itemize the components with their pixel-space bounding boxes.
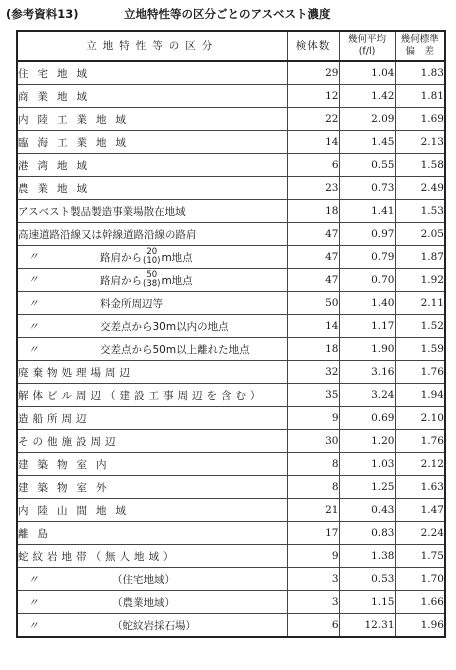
row-geometric-sd: 1.52 — [395, 315, 445, 338]
row-geometric-sd: 2.05 — [395, 223, 445, 246]
row-count: 17 — [287, 522, 339, 545]
row-geometric-mean: 0.70 — [339, 269, 395, 292]
row-geometric-mean: 0.53 — [339, 568, 395, 591]
row-label: その他施設周辺 — [18, 435, 120, 448]
row-category — [17, 292, 287, 315]
row-geometric-mean: 1.45 — [339, 131, 395, 154]
row-geometric-sd: 2.49 — [395, 177, 445, 200]
row-geometric-sd: 1.81 — [395, 85, 445, 108]
row-label: 臨海工業地域 — [18, 136, 135, 149]
row-geometric-sd: 1.53 — [395, 200, 445, 223]
ditto-mark: 〃 — [28, 573, 39, 586]
row-geometric-mean: 1.41 — [339, 200, 395, 223]
row-count: 47 — [287, 246, 339, 269]
row-geometric-sd: 1.96 — [395, 614, 445, 638]
reference-label: (参考資料13) — [6, 7, 79, 21]
header-sd-line1: 幾何標準 — [400, 34, 439, 45]
row-geometric-sd: 1.83 — [395, 61, 445, 85]
row-count: 6 — [287, 614, 339, 638]
row-count: 47 — [287, 223, 339, 246]
header-category: 立地特性等の区分 — [17, 31, 287, 61]
row-geometric-sd: 1.47 — [395, 499, 445, 522]
row-label: 内陸工業地域 — [18, 113, 135, 126]
table-row — [17, 131, 445, 154]
row-category — [17, 223, 287, 246]
row-count: 30 — [287, 430, 339, 453]
table-row — [17, 223, 445, 246]
row-geometric-sd: 1.66 — [395, 591, 445, 614]
table-row — [17, 292, 445, 315]
row-count: 32 — [287, 361, 339, 384]
header-geometric-sd — [395, 31, 445, 61]
row-label: アスベスト製品製造事業場散在地域 — [18, 205, 186, 218]
row-category — [17, 246, 287, 269]
distance-top: 20 — [146, 247, 158, 257]
table-row — [17, 361, 445, 384]
table-row — [17, 591, 445, 614]
row-label: （蛇紋岩採石場） — [112, 619, 196, 632]
row-category — [17, 430, 287, 453]
row-category — [17, 591, 287, 614]
table-row — [17, 430, 445, 453]
distance-bottom: (38) — [143, 279, 161, 289]
row-geometric-mean: 1.25 — [339, 476, 395, 499]
row-label: 廃棄物処理場周辺 — [18, 366, 134, 379]
row-label: 住宅地域 — [18, 67, 96, 80]
row-category — [17, 361, 287, 384]
ditto-mark: 〃 — [28, 320, 39, 333]
row-geometric-sd: 1.69 — [395, 108, 445, 131]
row-category — [17, 614, 287, 638]
row-geometric-mean: 1.20 — [339, 430, 395, 453]
row-label: （農業地域） — [112, 596, 175, 609]
row-category — [17, 269, 287, 292]
row-geometric-sd: 1.76 — [395, 361, 445, 384]
row-label: 建築物室内 — [18, 458, 116, 471]
row-geometric-mean: 0.97 — [339, 223, 395, 246]
row-count: 35 — [287, 384, 339, 407]
table-row — [17, 614, 445, 638]
header-mean-line2: (f/l) — [358, 46, 376, 57]
row-geometric-mean: 0.55 — [339, 154, 395, 177]
table-row — [17, 108, 445, 131]
row-label-suffix: m地点 — [161, 274, 193, 287]
row-label-prefix: 路肩から — [100, 274, 142, 287]
row-count: 47 — [287, 269, 339, 292]
row-count: 8 — [287, 476, 339, 499]
row-geometric-mean: 0.79 — [339, 246, 395, 269]
row-count: 9 — [287, 407, 339, 430]
row-category — [17, 568, 287, 591]
row-label: 内陸山間地域 — [18, 504, 135, 517]
row-geometric-mean: 1.04 — [339, 61, 395, 85]
row-geometric-mean: 3.24 — [339, 384, 395, 407]
header-mean-line1: 幾何平均 — [347, 34, 386, 45]
row-geometric-mean: 12.31 — [339, 614, 395, 638]
row-count: 18 — [287, 200, 339, 223]
table-header-row — [17, 31, 445, 61]
row-count: 3 — [287, 591, 339, 614]
row-category — [17, 407, 287, 430]
row-geometric-sd: 2.11 — [395, 292, 445, 315]
row-geometric-sd: 1.94 — [395, 384, 445, 407]
distance-fraction — [143, 271, 160, 289]
row-label: 港湾地域 — [18, 159, 96, 172]
ditto-mark: 〃 — [28, 251, 39, 263]
row-geometric-sd: 2.12 — [395, 453, 445, 476]
row-count: 12 — [287, 85, 339, 108]
distance-bottom: (10) — [143, 256, 161, 266]
row-category — [17, 453, 287, 476]
table-row — [17, 568, 445, 591]
table-row — [17, 200, 445, 223]
row-geometric-sd: 1.70 — [395, 568, 445, 591]
table-row — [17, 453, 445, 476]
ditto-mark: 〃 — [28, 297, 39, 310]
row-geometric-mean: 1.42 — [339, 85, 395, 108]
row-geometric-sd: 1.63 — [395, 476, 445, 499]
row-geometric-mean: 0.83 — [339, 522, 395, 545]
row-geometric-mean: 1.15 — [339, 591, 395, 614]
row-count: 21 — [287, 499, 339, 522]
row-geometric-sd: 1.59 — [395, 338, 445, 361]
row-geometric-mean: 2.09 — [339, 108, 395, 131]
row-geometric-mean: 1.17 — [339, 315, 395, 338]
row-count: 50 — [287, 292, 339, 315]
header-geometric-mean — [339, 31, 395, 61]
row-label: 造船所周辺 — [18, 412, 91, 425]
table-row — [17, 522, 445, 545]
row-geometric-sd: 2.10 — [395, 407, 445, 430]
row-category — [17, 85, 287, 108]
document-title: 立地特性等の区分ごとのアスベスト濃度 — [124, 7, 331, 21]
row-label: 農業地域 — [18, 182, 96, 195]
table-body — [17, 61, 445, 637]
table-row — [17, 476, 445, 499]
row-count: 6 — [287, 154, 339, 177]
row-label: 交差点から50m以上離れた地点 — [100, 343, 250, 356]
row-category — [17, 177, 287, 200]
row-category — [17, 499, 287, 522]
distance-top: 50 — [146, 270, 158, 280]
ditto-mark: 〃 — [28, 619, 39, 632]
table-row — [17, 269, 445, 292]
ditto-mark: 〃 — [28, 274, 39, 286]
row-geometric-sd: 1.75 — [395, 545, 445, 568]
row-category — [17, 522, 287, 545]
distance-fraction — [143, 248, 160, 266]
row-label: 蛇紋岩地帯（無人地域） — [18, 550, 178, 563]
row-count: 23 — [287, 177, 339, 200]
row-count: 29 — [287, 61, 339, 85]
table-row — [17, 61, 445, 85]
row-geometric-sd: 1.92 — [395, 269, 445, 292]
row-count: 18 — [287, 338, 339, 361]
row-category — [17, 338, 287, 361]
table-row — [17, 499, 445, 522]
table-row — [17, 154, 445, 177]
table-row — [17, 545, 445, 568]
table-row — [17, 338, 445, 361]
table-row — [17, 315, 445, 338]
row-count: 14 — [287, 315, 339, 338]
row-count: 8 — [287, 453, 339, 476]
row-geometric-sd: 2.13 — [395, 131, 445, 154]
row-label: 高速道路沿線又は幹線道路沿線の路肩 — [18, 228, 197, 241]
row-label: 離島 — [18, 527, 57, 540]
table-row — [17, 246, 445, 269]
row-category — [17, 154, 287, 177]
asbestos-concentration-table — [16, 30, 446, 638]
table-row — [17, 384, 445, 407]
row-count: 3 — [287, 568, 339, 591]
row-label: 交差点から30m以内の地点 — [100, 320, 229, 333]
table-row — [17, 177, 445, 200]
header-count: 検体数 — [287, 31, 339, 61]
row-count: 9 — [287, 545, 339, 568]
row-label: （住宅地域） — [112, 573, 175, 586]
row-geometric-mean: 1.38 — [339, 545, 395, 568]
table-row — [17, 407, 445, 430]
row-label-prefix: 路肩から — [100, 251, 142, 264]
row-geometric-mean: 1.90 — [339, 338, 395, 361]
row-label: 解体ビル周辺（建設工事周辺を含む） — [18, 389, 265, 402]
row-category — [17, 61, 287, 85]
row-category — [17, 315, 287, 338]
row-label: 商業地域 — [18, 90, 96, 103]
row-geometric-mean: 0.69 — [339, 407, 395, 430]
row-category — [17, 200, 287, 223]
row-geometric-mean: 1.40 — [339, 292, 395, 315]
row-category — [17, 384, 287, 407]
document-header — [6, 4, 452, 24]
row-category — [17, 545, 287, 568]
table-row — [17, 85, 445, 108]
row-label: 料金所周辺等 — [100, 297, 163, 310]
header-sd-line2: 偏 差 — [405, 46, 434, 57]
row-count: 22 — [287, 108, 339, 131]
row-label: 建築物室外 — [18, 481, 116, 494]
row-label-suffix: m地点 — [161, 251, 193, 264]
row-geometric-sd: 1.87 — [395, 246, 445, 269]
ditto-mark: 〃 — [28, 343, 39, 356]
row-category — [17, 131, 287, 154]
row-geometric-sd: 1.58 — [395, 154, 445, 177]
row-geometric-mean: 0.73 — [339, 177, 395, 200]
row-count: 14 — [287, 131, 339, 154]
row-geometric-mean: 0.43 — [339, 499, 395, 522]
row-geometric-sd: 1.76 — [395, 430, 445, 453]
row-category — [17, 108, 287, 131]
row-geometric-mean: 1.03 — [339, 453, 395, 476]
row-category — [17, 476, 287, 499]
row-geometric-mean: 3.16 — [339, 361, 395, 384]
row-geometric-sd: 2.24 — [395, 522, 445, 545]
ditto-mark: 〃 — [28, 596, 39, 609]
